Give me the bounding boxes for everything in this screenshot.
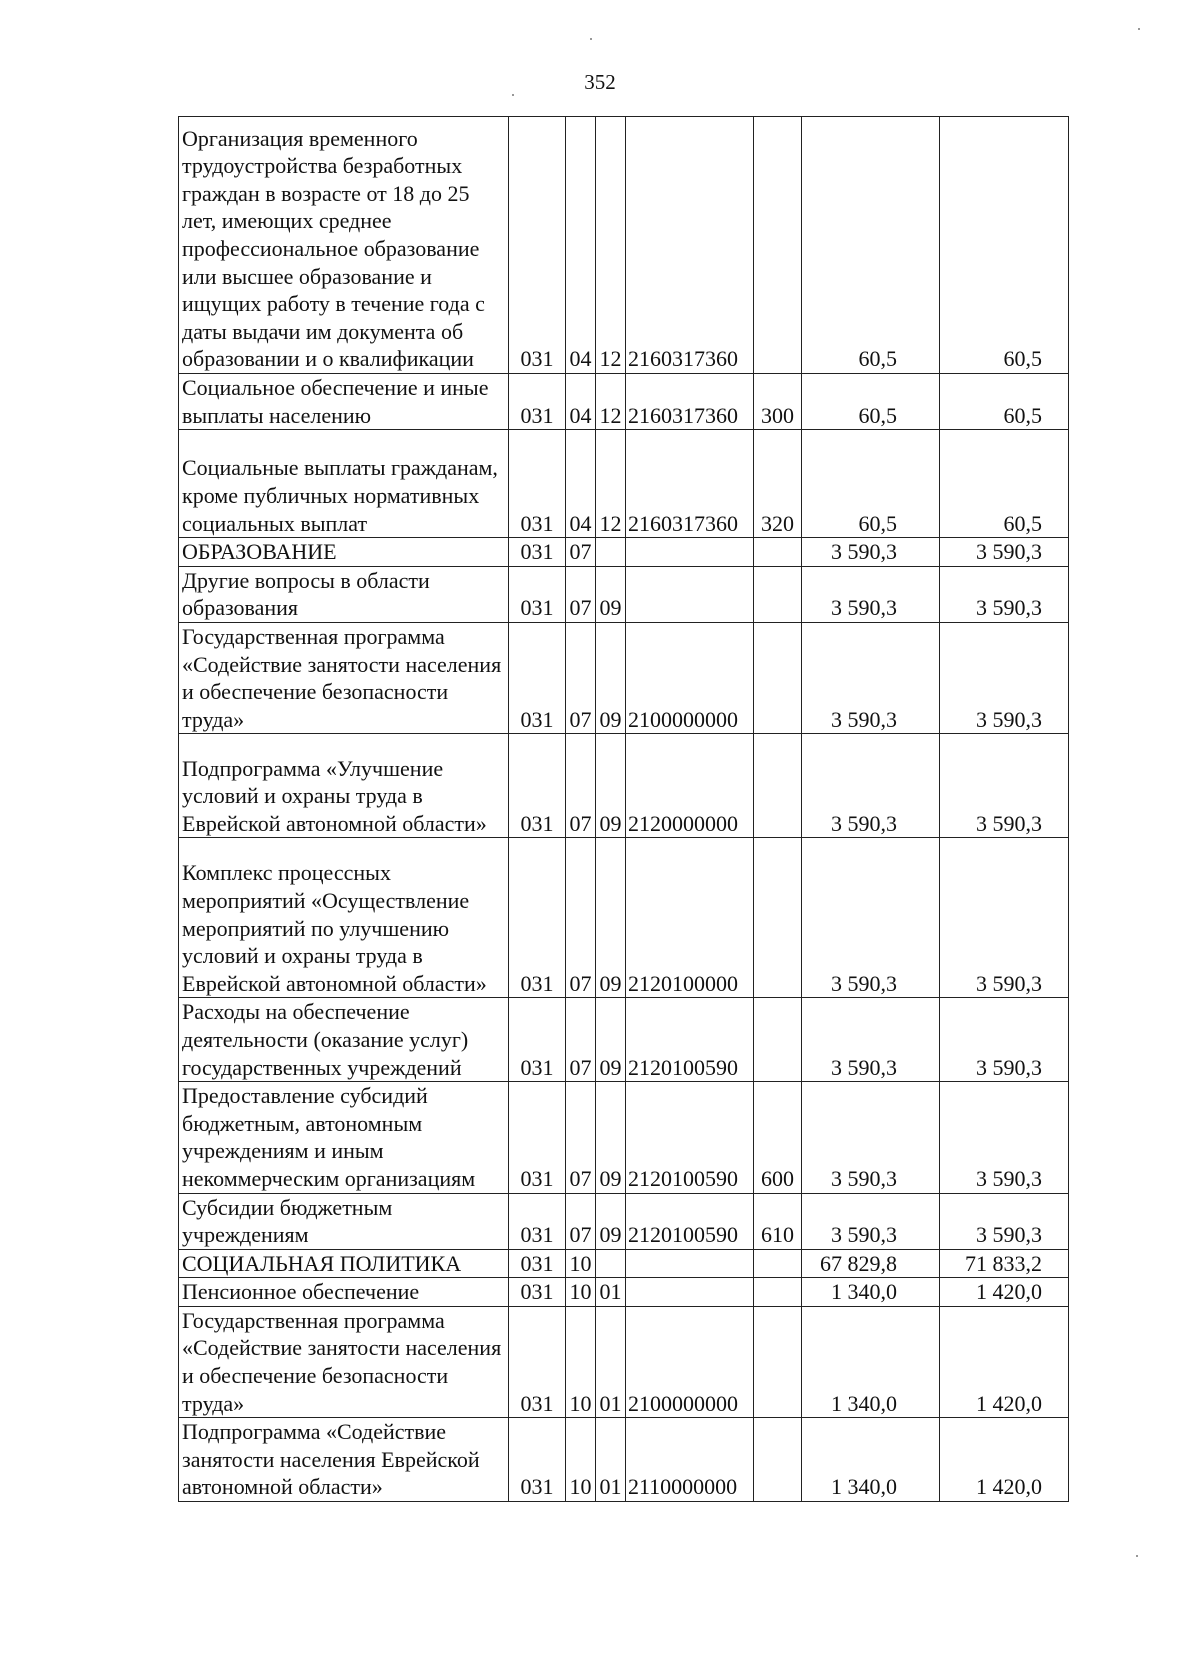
amount-year-1: 60,5 <box>802 430 940 538</box>
amount-year-1: 3 590,3 <box>802 622 940 733</box>
expense-type-code <box>754 117 802 374</box>
section-code: 10 <box>566 1306 596 1417</box>
expense-type-code <box>754 838 802 998</box>
subsection-code: 09 <box>596 1193 626 1249</box>
expense-type-code: 600 <box>754 1082 802 1193</box>
section-code: 10 <box>566 1249 596 1278</box>
item-name: Субсидии бюджетным учреждениям <box>179 1193 509 1249</box>
subsection-code: 09 <box>596 566 626 622</box>
expense-type-code <box>754 734 802 838</box>
section-code: 10 <box>566 1278 596 1307</box>
target-article-code: 2100000000 <box>626 1306 754 1417</box>
target-article-code: 2120100000 <box>626 838 754 998</box>
target-article-code: 2160317360 <box>626 430 754 538</box>
amount-year-2: 1 420,0 <box>940 1418 1069 1502</box>
item-name: Комплекс процессных мероприятий «Осуществление мероприятий по улучшению условий и охраны труда в Еврейской автономной области» <box>179 838 509 998</box>
section-code: 04 <box>566 117 596 374</box>
item-name: Расходы на обеспечение деятельности (оказание услуг) государственных учреждений <box>179 998 509 1082</box>
expense-type-code <box>754 622 802 733</box>
section-code: 07 <box>566 566 596 622</box>
expense-type-code: 610 <box>754 1193 802 1249</box>
admin-code: 031 <box>509 117 566 374</box>
admin-code: 031 <box>509 622 566 733</box>
amount-year-1: 3 590,3 <box>802 1082 940 1193</box>
amount-year-1: 3 590,3 <box>802 566 940 622</box>
target-article-code: 2120100590 <box>626 1082 754 1193</box>
amount-year-2: 3 590,3 <box>940 1193 1069 1249</box>
amount-year-2: 3 590,3 <box>940 998 1069 1082</box>
admin-code: 031 <box>509 838 566 998</box>
expense-type-code: 300 <box>754 374 802 430</box>
subsection-code: 01 <box>596 1306 626 1417</box>
amount-year-2: 3 590,3 <box>940 566 1069 622</box>
table-row <box>179 734 1069 838</box>
target-article-code: 2120000000 <box>626 734 754 838</box>
section-code: 07 <box>566 1193 596 1249</box>
item-name: Пенсионное обеспечение <box>179 1278 509 1307</box>
target-article-code: 2110000000 <box>626 1418 754 1502</box>
page-number: 352 <box>584 70 616 94</box>
amount-year-1: 3 590,3 <box>802 734 940 838</box>
subsection-code: 12 <box>596 374 626 430</box>
item-name: Другие вопросы в области образования <box>179 566 509 622</box>
amount-year-1: 3 590,3 <box>802 838 940 998</box>
amount-year-1: 1 340,0 <box>802 1418 940 1502</box>
admin-code: 031 <box>509 1193 566 1249</box>
amount-year-2: 3 590,3 <box>940 1082 1069 1193</box>
section-code: 07 <box>566 622 596 733</box>
amount-year-2: 1 420,0 <box>940 1306 1069 1417</box>
target-article-code: 2100000000 <box>626 622 754 733</box>
table-row <box>179 1193 1069 1249</box>
amount-year-2: 60,5 <box>940 374 1069 430</box>
admin-code: 031 <box>509 1418 566 1502</box>
table-row <box>179 1306 1069 1417</box>
table-row <box>179 1278 1069 1307</box>
amount-year-1: 3 590,3 <box>802 1193 940 1249</box>
subsection-code: 01 <box>596 1418 626 1502</box>
expense-type-code <box>754 538 802 567</box>
item-name: Государственная программа «Содействие занятости населения и обеспечение безопасности труда» <box>179 1306 509 1417</box>
amount-year-2: 1 420,0 <box>940 1278 1069 1307</box>
subsection-code: 09 <box>596 1082 626 1193</box>
table-row <box>179 838 1069 998</box>
item-name: СОЦИАЛЬНАЯ ПОЛИТИКА <box>179 1249 509 1278</box>
subsection-code: 12 <box>596 430 626 538</box>
table-row <box>179 374 1069 430</box>
table-row <box>179 538 1069 567</box>
target-article-code <box>626 1249 754 1278</box>
item-name: Социальное обеспечение и иные выплаты населению <box>179 374 509 430</box>
table-row <box>179 1249 1069 1278</box>
amount-year-2: 3 590,3 <box>940 622 1069 733</box>
section-code: 07 <box>566 838 596 998</box>
expense-type-code: 320 <box>754 430 802 538</box>
admin-code: 031 <box>509 538 566 567</box>
amount-year-1: 60,5 <box>802 117 940 374</box>
section-code: 04 <box>566 374 596 430</box>
subsection-code: 12 <box>596 117 626 374</box>
expense-type-code <box>754 566 802 622</box>
amount-year-1: 67 829,8 <box>802 1249 940 1278</box>
section-code: 10 <box>566 1418 596 1502</box>
subsection-code <box>596 1249 626 1278</box>
amount-year-2: 60,5 <box>940 430 1069 538</box>
subsection-code: 01 <box>596 1278 626 1307</box>
amount-year-2: 3 590,3 <box>940 538 1069 567</box>
expense-type-code <box>754 1306 802 1417</box>
target-article-code: 2160317360 <box>626 117 754 374</box>
item-name: Подпрограмма «Улучшение условий и охраны труда в Еврейской автономной области» <box>179 734 509 838</box>
amount-year-2: 3 590,3 <box>940 838 1069 998</box>
table-row <box>179 566 1069 622</box>
target-article-code <box>626 538 754 567</box>
item-name: Государственная программа «Содействие занятости населения и обеспечение безопасности труда» <box>179 622 509 733</box>
target-article-code: 2160317360 <box>626 374 754 430</box>
amount-year-2: 71 833,2 <box>940 1249 1069 1278</box>
admin-code: 031 <box>509 430 566 538</box>
section-code: 07 <box>566 734 596 838</box>
item-name: Подпрограмма «Содействие занятости населения Еврейской автономной области» <box>179 1418 509 1502</box>
subsection-code: 09 <box>596 838 626 998</box>
table-row <box>179 622 1069 733</box>
item-name: ОБРАЗОВАНИЕ <box>179 538 509 567</box>
table-row <box>179 1082 1069 1193</box>
table-row <box>179 998 1069 1082</box>
subsection-code: 09 <box>596 734 626 838</box>
item-name: Предоставление субсидий бюджетным, автономным учреждениям и иным некоммерческим организациям <box>179 1082 509 1193</box>
subsection-code <box>596 538 626 567</box>
admin-code: 031 <box>509 998 566 1082</box>
subsection-code: 09 <box>596 998 626 1082</box>
target-article-code <box>626 566 754 622</box>
admin-code: 031 <box>509 734 566 838</box>
section-code: 04 <box>566 430 596 538</box>
amount-year-1: 3 590,3 <box>802 538 940 567</box>
admin-code: 031 <box>509 566 566 622</box>
budget-table <box>178 116 1069 1502</box>
expense-type-code <box>754 998 802 1082</box>
table-row <box>179 1418 1069 1502</box>
target-article-code: 2120100590 <box>626 1193 754 1249</box>
admin-code: 031 <box>509 1306 566 1417</box>
item-name: Организация временного трудоустройства безработных граждан в возрасте от 18 до 25 лет, имеющих среднее профессиональное образование или высшее образование и ищущих работу в течение года с даты выдачи им документа об образовании и о квалификации <box>179 117 509 374</box>
amount-year-1: 1 340,0 <box>802 1278 940 1307</box>
expense-type-code <box>754 1278 802 1307</box>
amount-year-1: 3 590,3 <box>802 998 940 1082</box>
subsection-code: 09 <box>596 622 626 733</box>
target-article-code: 2120100590 <box>626 998 754 1082</box>
amount-year-2: 60,5 <box>940 117 1069 374</box>
target-article-code <box>626 1278 754 1307</box>
table-row <box>179 117 1069 374</box>
amount-year-2: 3 590,3 <box>940 734 1069 838</box>
section-code: 07 <box>566 998 596 1082</box>
amount-year-1: 1 340,0 <box>802 1306 940 1417</box>
table-row <box>179 430 1069 538</box>
section-code: 07 <box>566 1082 596 1193</box>
admin-code: 031 <box>509 1278 566 1307</box>
admin-code: 031 <box>509 1249 566 1278</box>
admin-code: 031 <box>509 374 566 430</box>
amount-year-1: 60,5 <box>802 374 940 430</box>
item-name: Социальные выплаты гражданам, кроме публичных нормативных социальных выплат <box>179 430 509 538</box>
section-code: 07 <box>566 538 596 567</box>
expense-type-code <box>754 1418 802 1502</box>
admin-code: 031 <box>509 1082 566 1193</box>
expense-type-code <box>754 1249 802 1278</box>
